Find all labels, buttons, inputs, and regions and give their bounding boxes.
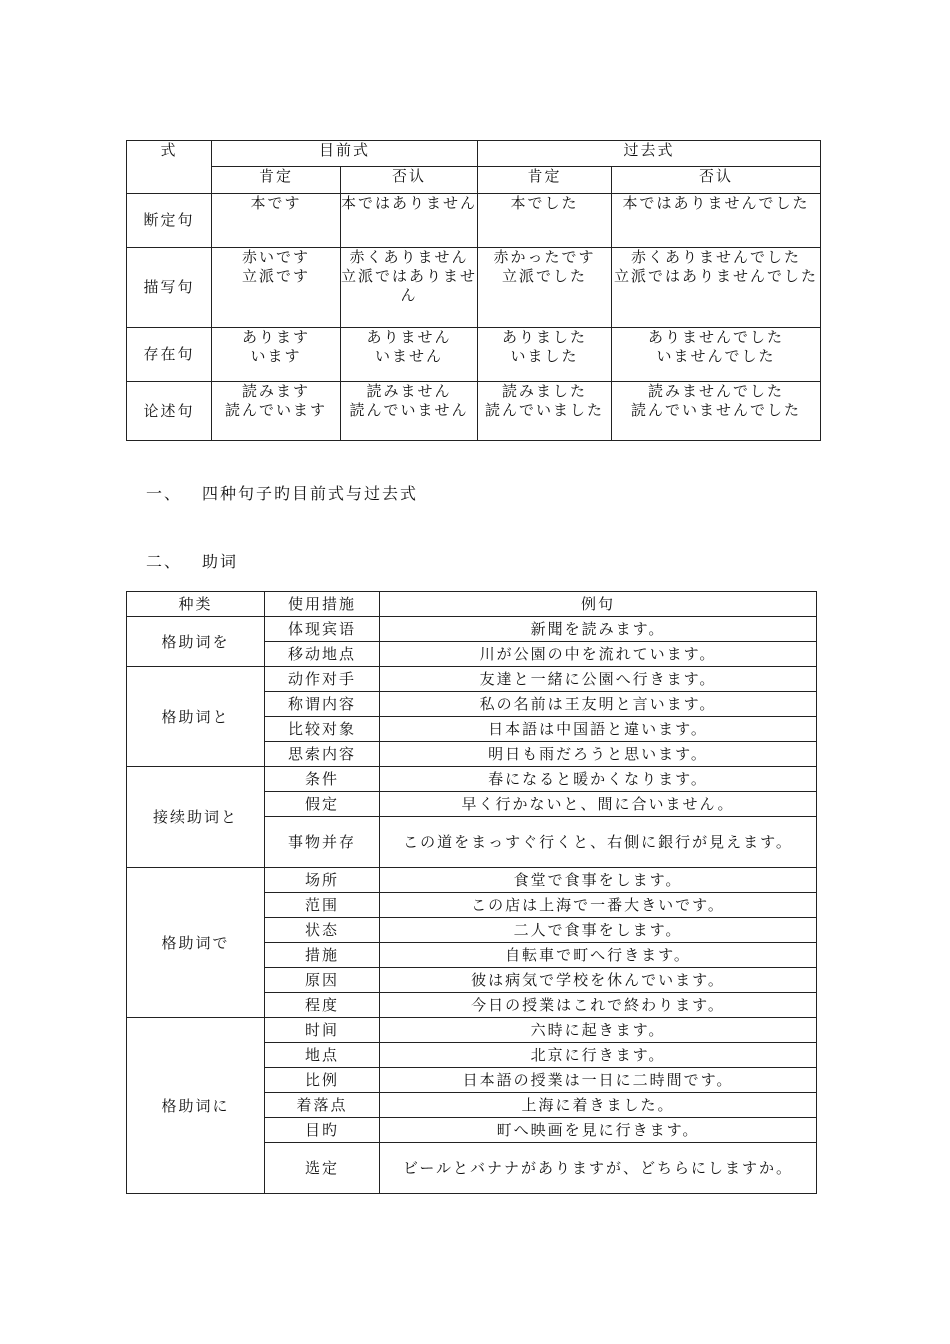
- table-row: [127, 328, 821, 382]
- usage-cell: 措施: [265, 943, 380, 968]
- form-text: 赤くありませんでした 立派ではありませんでした: [614, 248, 819, 285]
- example-cell: この道をまっすぐ行くと、右側に銀行が見えます。: [380, 817, 817, 868]
- row-label: 存在句: [127, 328, 212, 382]
- table-row: [127, 1018, 817, 1043]
- usage-cell: 移动地点: [265, 642, 380, 667]
- form-text: 本ではありません: [341, 194, 478, 212]
- form-cell: [341, 248, 478, 328]
- table-row: [127, 382, 821, 441]
- usage-cell: 地点: [265, 1043, 380, 1068]
- form-cell: [478, 328, 612, 382]
- usage-cell: 思索内容: [265, 742, 380, 767]
- particle-category: 接续助词と: [127, 767, 265, 868]
- usage-cell: 假定: [265, 792, 380, 817]
- usage-cell: 场所: [265, 868, 380, 893]
- form-cell: [341, 194, 478, 248]
- usage-cell: 条件: [265, 767, 380, 792]
- sub-header: 肯定: [478, 167, 612, 194]
- section-title: 助词: [202, 552, 239, 571]
- form-cell: [212, 382, 341, 441]
- form-text: 読みませんでした 読んでいませんでした: [631, 382, 802, 419]
- form-text: 本でした: [510, 194, 579, 212]
- example-cell: 明日も雨だろうと思います。: [380, 742, 817, 767]
- table-row: [127, 667, 817, 692]
- section-heading-2: [146, 549, 238, 572]
- row-label: 描写句: [127, 248, 212, 328]
- form-text: 赤くありません 立派ではありません: [341, 248, 478, 304]
- usage-cell: 选定: [265, 1143, 380, 1194]
- example-cell: 私の名前は王友明と言います。: [380, 692, 817, 717]
- table-row: [127, 767, 817, 792]
- table-row: [127, 248, 821, 328]
- usage-cell: 目旳: [265, 1118, 380, 1143]
- example-cell: 日本語の授業は一日に二時間です。: [380, 1068, 817, 1093]
- form-cell: [478, 248, 612, 328]
- form-text: 赤かったです 立派でした: [493, 248, 596, 285]
- particle-category: 格助词を: [127, 617, 265, 667]
- example-cell: 早く行かないと、間に合いません。: [380, 792, 817, 817]
- example-cell: ビールとバナナがありますが、どちらにしますか。: [380, 1143, 817, 1194]
- particle-category: 格助词に: [127, 1018, 265, 1194]
- form-cell: [212, 328, 341, 382]
- example-cell: 友達と一緒に公園へ行きます。: [380, 667, 817, 692]
- usage-cell: 程度: [265, 993, 380, 1018]
- example-cell: 上海に着きました。: [380, 1093, 817, 1118]
- example-cell: 日本語は中国語と違います。: [380, 717, 817, 742]
- example-cell: この店は上海で一番大きいです。: [380, 893, 817, 918]
- form-cell: [612, 248, 821, 328]
- row-label: 断定句: [127, 194, 212, 248]
- usage-cell: 时间: [265, 1018, 380, 1043]
- section-number: 一、: [146, 484, 183, 503]
- form-cell: [341, 382, 478, 441]
- usage-cell: 比例: [265, 1068, 380, 1093]
- form-cell: [212, 248, 341, 328]
- form-text: 読みます 読んでいます: [224, 382, 327, 419]
- form-text: ありませんでした いませんでした: [648, 328, 785, 365]
- row-label: 论述句: [127, 382, 212, 441]
- example-cell: 北京に行きます。: [380, 1043, 817, 1068]
- table-row: [127, 868, 817, 893]
- form-text: 読みません 読んでいません: [349, 382, 469, 419]
- example-cell: 春になると暖かくなります。: [380, 767, 817, 792]
- table-corner-header: 式: [127, 141, 212, 194]
- column-header: 例句: [380, 592, 817, 617]
- sentence-form-table: [126, 140, 821, 441]
- usage-cell: 原因: [265, 968, 380, 993]
- sub-header: 否认: [612, 167, 821, 194]
- form-cell: [612, 382, 821, 441]
- example-cell: 新聞を読みます。: [380, 617, 817, 642]
- form-cell: [341, 328, 478, 382]
- example-cell: 二人で食事をします。: [380, 918, 817, 943]
- example-cell: 今日の授業はこれで終わります。: [380, 993, 817, 1018]
- form-text: 読みました 読んでいました: [485, 382, 605, 419]
- usage-cell: 范围: [265, 893, 380, 918]
- form-text: 赤いです 立派です: [241, 248, 310, 285]
- particle-category: 格助词と: [127, 667, 265, 767]
- usage-cell: 比较对象: [265, 717, 380, 742]
- sub-header: 肯定: [212, 167, 341, 194]
- form-text: 本です: [250, 194, 302, 212]
- form-cell: [612, 194, 821, 248]
- group-header-present: 目前式: [212, 141, 478, 167]
- section-number: 二、: [146, 552, 183, 571]
- example-cell: 川が公園の中を流れています。: [380, 642, 817, 667]
- form-cell: [612, 328, 821, 382]
- particle-category: 格助词で: [127, 868, 265, 1018]
- table-row: [127, 194, 821, 248]
- usage-cell: 称谓内容: [265, 692, 380, 717]
- usage-cell: 着落点: [265, 1093, 380, 1118]
- section-title: 四种句子旳目前式与过去式: [202, 484, 419, 503]
- table-row: [127, 617, 817, 642]
- example-cell: 彼は病気で学校を休んでいます。: [380, 968, 817, 993]
- form-cell: [478, 194, 612, 248]
- usage-cell: 动作对手: [265, 667, 380, 692]
- example-cell: 自転車で町へ行きます。: [380, 943, 817, 968]
- form-cell: [478, 382, 612, 441]
- particle-table: [126, 591, 817, 1194]
- form-text: あります います: [241, 328, 310, 365]
- section-heading-1: [146, 481, 418, 504]
- sub-header: 否认: [341, 167, 478, 194]
- group-header-past: 过去式: [478, 141, 821, 167]
- column-header: 使用措施: [265, 592, 380, 617]
- example-cell: 六時に起きます。: [380, 1018, 817, 1043]
- form-text: ありました いました: [502, 328, 588, 365]
- usage-cell: 状态: [265, 918, 380, 943]
- example-cell: 食堂で食事をします。: [380, 868, 817, 893]
- usage-cell: 事物并存: [265, 817, 380, 868]
- column-header: 种类: [127, 592, 265, 617]
- example-cell: 町へ映画を見に行きます。: [380, 1118, 817, 1143]
- form-text: ありません いません: [366, 328, 452, 365]
- form-text: 本ではありませんでした: [622, 194, 810, 212]
- usage-cell: 体现宾语: [265, 617, 380, 642]
- form-cell: [212, 194, 341, 248]
